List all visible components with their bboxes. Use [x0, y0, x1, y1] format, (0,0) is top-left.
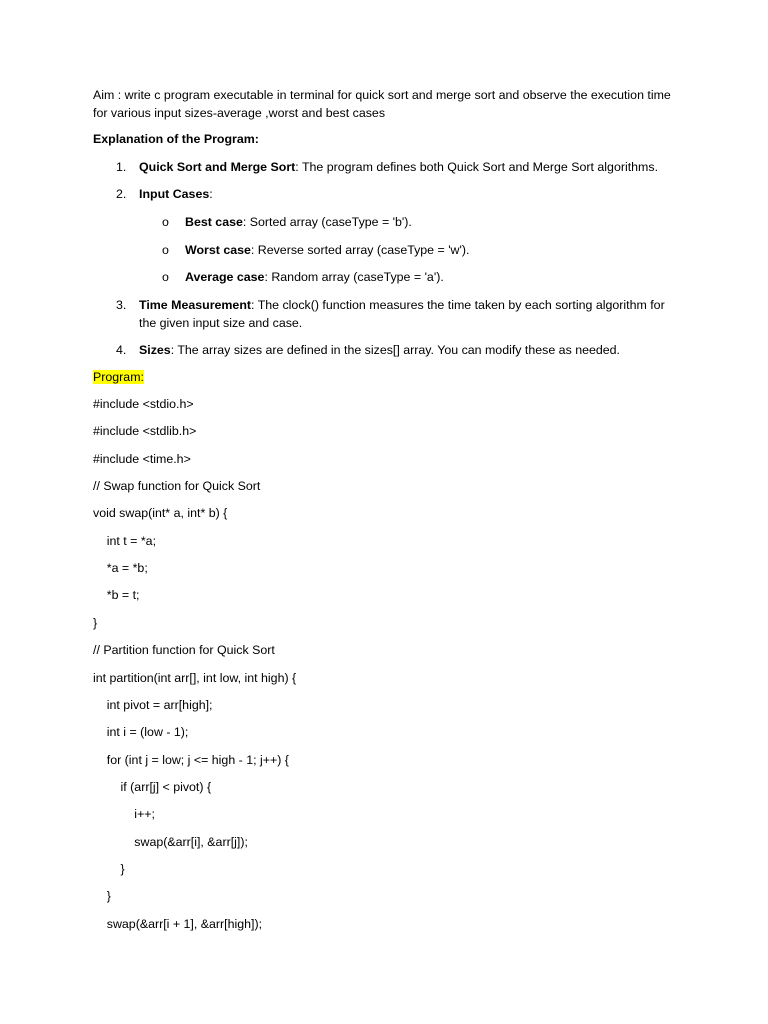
list-description: : The clock() function measures the time taken by each sorting algorithm for the given input size and case.: [139, 298, 665, 330]
code-line: *b = t;: [93, 588, 140, 603]
sub-description: : Sorted array (caseType = 'b').: [242, 215, 412, 229]
aim-paragraph: Aim : write c program executable in terminal for quick sort and merge sort and observe the execution time for various input sizes-average ,worst and best cases: [93, 88, 671, 120]
sub-list-text: [185, 242, 469, 260]
sub-list-text: [185, 269, 444, 287]
list-text: [139, 297, 679, 332]
list-description: : The program defines both Quick Sort and Merge Sort algorithms.: [295, 160, 659, 174]
code-line: int t = *a;: [93, 533, 157, 548]
list-description: : The array sizes are defined in the sizes[] array. You can modify these as needed.: [170, 343, 620, 357]
code-line: int pivot = arr[high];: [93, 697, 213, 712]
explanation-heading-text: Explanation of the Program:: [93, 132, 259, 146]
code-line: if (arr[j] < pivot) {: [93, 779, 212, 794]
sub-list-text: [185, 214, 412, 232]
code-line: // Partition function for Quick Sort: [93, 643, 275, 658]
list-bold-term: Sizes: [139, 343, 171, 357]
list-bold-term: Time Measurement: [139, 298, 252, 312]
list-number: 1.: [116, 160, 127, 174]
list-text: [139, 342, 679, 360]
code-line: // Swap function for Quick Sort: [93, 479, 261, 494]
list-bold-term: Quick Sort and Merge Sort: [139, 160, 296, 174]
code-line: #include <time.h>: [93, 451, 191, 466]
code-line: i++;: [93, 807, 155, 822]
code-line: }: [93, 889, 111, 904]
list-text: [139, 159, 679, 177]
bullet-icon: o: [162, 243, 169, 257]
code-line: #include <stdio.h>: [93, 397, 194, 411]
list-description: :: [209, 187, 213, 201]
program-label-highlight: Program:: [93, 370, 144, 384]
code-line: void swap(int* a, int* b) {: [93, 506, 228, 521]
code-line: *a = *b;: [93, 561, 148, 576]
list-text: [139, 186, 679, 204]
code-line: }: [93, 861, 125, 876]
list-number: 4.: [116, 343, 127, 357]
sub-description: : Reverse sorted array (caseType = 'w').: [250, 243, 470, 257]
code-line: swap(&arr[i + 1], &arr[high]);: [93, 916, 263, 931]
sub-bold-term: Average case: [185, 270, 265, 284]
list-number: 2.: [116, 187, 127, 201]
code-line: int i = (low - 1);: [93, 725, 189, 740]
bullet-icon: o: [162, 215, 169, 229]
program-label: [93, 369, 144, 387]
code-line: }: [93, 615, 98, 630]
sub-bold-term: Worst case: [185, 243, 251, 257]
explanation-heading: [93, 131, 259, 149]
code-line: for (int j = low; j <= high - 1; j++) {: [93, 752, 289, 767]
list-bold-term: Input Cases: [139, 187, 210, 201]
code-line: swap(&arr[i], &arr[j]);: [93, 834, 248, 849]
code-line: #include <stdlib.h>: [93, 424, 197, 439]
sub-description: : Random array (caseType = 'a').: [264, 270, 444, 284]
sub-bold-term: Best case: [185, 215, 243, 229]
bullet-icon: o: [162, 270, 169, 284]
list-number: 3.: [116, 298, 127, 312]
code-line: int partition(int arr[], int low, int high) {: [93, 670, 297, 685]
